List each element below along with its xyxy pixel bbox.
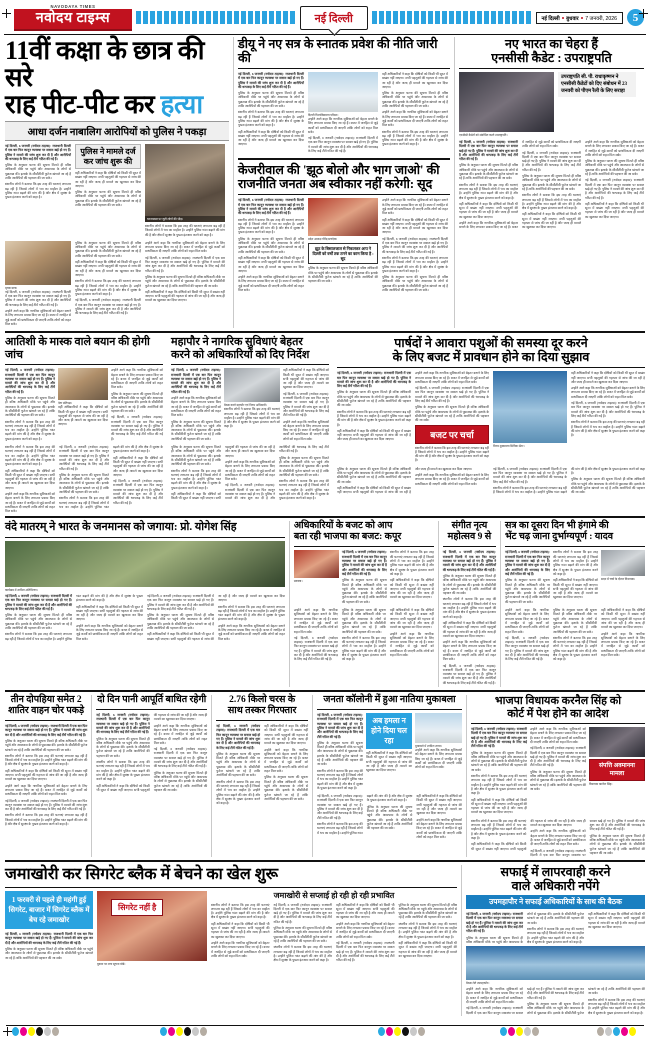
- natiya-photo: [415, 713, 462, 743]
- pani-headline: दो दिन पानी आपूर्ति बाधित रहेगी: [97, 695, 207, 706]
- parshad-headline-line1: पार्षदों ने आवारा पशुओं की समस्या दूर करने: [394, 336, 588, 351]
- banner-cigarette: जमाखोरी कर सिगरेट ब्लैक में बेचने का खेल शुरू 1 फरवरी से पहले ही महंगी हुई सिगरेट, बाजार में सिगरेट ब्लैक में बेच रहे जमाखोर नई दिल्ली, 6 जनवरी (नवोदय टाइम्स): राजधानी दिल्ली में एक बार फिर कानून व्यवस्था पर सवाल खड़े हो गए हैं। पुलिस ने मामले की जांच शुरू कर दी है और आरोपियों की धरपकड़ के लिए कई टीमें गठित की गई हैं। पुलिस के अनुसार घटना की सूचना मिलते ही वरिष्ठ अधिकारी मौके पर पहुंचे और आसपास के लोगों से पूछताछ की। इलाके के सीसीटीवी फुटेज खंगाले जा रहे हैं ताकि आरोपियों की पहचान की जा सके। सिगरेट नहीं है दुकान पर लगा सूचना बोर्ड। जमाखोरी से सप्लाई हो रही हो रही प्रभावित स्थानीय लोगों ने बताया कि इस तरह की घटनाएं लगातार बढ़ रही हैं जिससे लोगों में भय का माहौल है। उन्होंने पुलिस गश्त बढ़ाने की मांग की है और क्षेत्र में सुरक्षा के पुख्ता इंतजाम करने को कहा है। वहीं अधिकारियों ने कहा कि दोषियों को किसी भी सूरत में बख्शा नहीं जाएगा। सभी पहलुओं की गहनता से जांच की जा रही है और जल्द ही मामले का खुलासा कर दिया जाएगा। उन्होंने आगे कहा कि नागरिक सुविधाओं को बेहतर बनाने के लिए लगातार प्रयास किए जा रहे हैं। बजट में जनहित से जुड़े कार्यों को प्राथमिकता दी जाएगी ताकि लोगों को राहत मिल सके। नई दिल्ली, 6 जनवरी (नवोदय टाइम्स): राजधानी दिल्ली में एक बार फिर कानून व्यवस्था पर सवाल खड़े हो गए हैं। पुलिस ने मामले की जांच शुरू कर दी है और आरोपियों की धरपकड़ के लिए कई टीमें गठित की गई हैं। पुलिस के अनुसार घटना की सूचना मिलते ही वरिष्ठ अधिकारी मौके पर पहुंचे और आसपास के लोगों से पूछताछ की। इलाके के सीसीटीवी फुटेज खंगाले जा रहे हैं ताकि आरोपियों की पहचान की जा सके। स्थानीय लोगों ने बताया कि इस तरह की घटनाएं लगातार बढ़ रही हैं जिससे लोगों में भय का माहौल है। उन्होंने पुलिस गश्त बढ़ाने की मांग की है और क्षेत्र में सुरक्षा के पुख्ता इंतजाम करने को कहा है। वहीं अधिकारियों ने कहा कि दोषियों को किसी भी सूरत में बख्शा नहीं जाएगा। सभी पहलुओं की गहनता से जांच की जा रही है और जल्द ही मामले का खुलासा कर दिया जाएगा। उन्होंने आगे कहा कि नागरिक सुविधाओं को बेहतर बनाने के लिए लगातार प्रयास किए जा रहे हैं। बजट में जनहित से जुड़े कार्यों को प्राथमिकता दी जाएगी ताकि लोगों को राहत मिल सके। नई दिल्ली, 6 जनवरी (नवोदय टाइम्स): राजधानी दिल्ली में एक बार फिर कानून व्यवस्था पर सवाल खड़े हो गए हैं। पुलिस ने मामले की जांच शुरू कर दी है और आरोपियों की धरपकड़ के लिए कई टीमें गठित की गई हैं। पुलिस के अनुसार घटना की सूचना मिलते ही वरिष्ठ अधिकारी मौके पर पहुंचे और आसपास के लोगों से पूछताछ की। इलाके के सीसीटीवी फुटेज खंगाले जा रहे हैं ताकि आरोपियों की पहचान की जा सके। स्थानीय लोगों ने बताया कि इस तरह की घटनाएं लगातार बढ़ रही हैं जिससे लोगों में भय का माहौल है। उन्होंने पुलिस गश्त बढ़ाने की मांग की है और क्षेत्र में सुरक्षा के पुख्ता इंतजाम करने को कहा है। वहीं अधिकारियों ने कहा कि दोषियों को किसी भी सूरत में बख्शा नहीं जाएगा। सभी पहलुओं की गहनता से जांच की जा रही है और जल्द ही मामले का खुलासा कर दिया जाएगा।: [5, 866, 457, 967]
- satra-photo: [601, 550, 645, 576]
- ncc-sidebar-note: उपराष्ट्रपति सी. पी. राधाकृष्णन ने एनसीसी कैडेटों को दिए संबोधन में 23 जनवरी को पीएम रैली के लिए सराहा: [561, 75, 627, 94]
- atishi-headline: आतिशी के मास्क वाले बयान की होगी जांच: [5, 336, 150, 361]
- safai-headline-line2: वाले अधिकारी नपेंगे: [511, 879, 600, 894]
- kejriwal-headline-line2: राजनीति जनता अब स्वीकार नहीं करेगी: सूद: [238, 177, 433, 192]
- story-karnail: भाजपा विधायक करनैल सिंह को कोर्ट में पेश होने का आदेश नई दिल्ली, 6 जनवरी (नवोदय टाइम्स): राजधानी दिल्ली में एक बार फिर कानून व्यवस्था पर सवाल खड़े हो गए हैं। पुलिस ने मामले की जांच शुरू कर दी है और आरोपियों की धरपकड़ के लिए कई टीमें गठित की गई हैं। पुलिस के अनुसार घटना की सूचना मिलते ही वरिष्ठ अधिकारी मौके पर पहुंचे और आसपास के लोगों से पूछताछ की। इलाके के सीसीटीवी फुटेज खंगाले जा रहे हैं ताकि आरोपियों की पहचान की जा सके। स्थानीय लोगों ने बताया कि इस तरह की घटनाएं लगातार बढ़ रही हैं जिससे लोगों में भय का माहौल है। उन्होंने पुलिस गश्त बढ़ाने की मांग की है और क्षेत्र में सुरक्षा के पुख्ता इंतजाम करने को कहा है। वहीं अधिकारियों ने कहा कि दोषियों को किसी भी सूरत में बख्शा नहीं जाएगा। सभी पहलुओं की गहनता से जांच की जा रही है और जल्द ही मामले का खुलासा कर दिया जाएगा। उन्होंने आगे कहा कि नागरिक सुविधाओं को बेहतर बनाने के लिए लगातार प्रयास किए जा रहे हैं। बजट में जनहित से जुड़े कार्यों को प्राथमिकता दी जाएगी ताकि लोगों को राहत मिल सके। नई दिल्ली, 6 जनवरी (नवोदय टाइम्स): राजधानी दिल्ली में एक बार फिर कानून व्यवस्था पर सवाल खड़े हो गए हैं। पुलिस ने मामले की जांच शुरू कर दी है और आरोपियों की धरपकड़ के लिए कई टीमें गठित की गई हैं। पुलिस के अनुसार घटना की सूचना मिलते ही वरिष्ठ अधिकारी मौके पर पहुंचे और आसपास के लोगों से पूछताछ की। इलाके के सीसीटीवी फुटेज खंगाले जा रहे हैं ताकि आरोपियों की पहचान की जा सके। संपत्ति अवमानना मामला विधायक करनैल सिंह। स्थानीय लोगों ने बताया कि इस तरह की घटनाएं लगातार बढ़ रही हैं जिससे लोगों में भय का माहौल है। उन्होंने पुलिस गश्त बढ़ाने की मांग की है और क्षेत्र में सुरक्षा के पुख्ता इंतजाम करने को कहा है। वहीं अधिकारियों ने कहा कि दोषियों को किसी भी सूरत में बख्शा नहीं जाएगा। सभी पहलुओं की गहनता से जांच की जा रही है और जल्द ही मामले का खुलासा कर दिया जाएगा। उन्होंने आगे कहा कि नागरिक सुविधाओं को बेहतर बनाने के लिए लगातार प्रयास किए जा रहे हैं। बजट में जनहित से जुड़े कार्यों को प्राथमिकता दी जाएगी ताकि लोगों को राहत मिल सके। नई दिल्ली, 6 जनवरी (नवोदय टाइम्स): राजधानी दिल्ली में एक बार फिर कानून व्यवस्था पर सवाल खड़े हो गए हैं। पुलिस ने मामले की जांच शुरू कर दी है और आरोपियों की धरपकड़ के लिए कई टीमें गठित की गई हैं। पुलिस के अनुसार घटना की सूचना मिलते ही वरिष्ठ अधिकारी मौके पर पहुंचे और आसपास के लोगों से पूछताछ की। इलाके के सीसीटीवी फुटेज खंगाले जा रहे हैं ताकि आरोपियों की पहचान की जा सके।: [470, 695, 645, 857]
- masthead-bars-right: [372, 11, 532, 24]
- ncc-photo: [459, 72, 554, 132]
- bottom-section: [5, 865, 645, 1016]
- story-vande: वंदे मातरम् ने भारत के जनमानस को जगाया: प्रो. योगेश सिंह कार्यक्रम में शामिल अतिथिगण। नई दिल्ली, 6 जनवरी (नवोदय टाइम्स): राजधानी दिल्ली में एक बार फिर कानून व्यवस्था पर सवाल खड़े हो गए हैं। पुलिस ने मामले की जांच शुरू कर दी है और आरोपियों की धरपकड़ के लिए कई टीमें गठित की गई हैं। पुलिस के अनुसार घटना की सूचना मिलते ही वरिष्ठ अधिकारी मौके पर पहुंचे और आसपास के लोगों से पूछताछ की। इलाके के सीसीटीवी फुटेज खंगाले जा रहे हैं ताकि आरोपियों की पहचान की जा सके। स्थानीय लोगों ने बताया कि इस तरह की घटनाएं लगातार बढ़ रही हैं जिससे लोगों में भय का माहौल है। उन्होंने पुलिस गश्त बढ़ाने की मांग की है और क्षेत्र में सुरक्षा के पुख्ता इंतजाम करने को कहा है। वहीं अधिकारियों ने कहा कि दोषियों को किसी भी सूरत में बख्शा नहीं जाएगा। सभी पहलुओं की गहनता से जांच की जा रही है और जल्द ही मामले का खुलासा कर दिया जाएगा। उन्होंने आगे कहा कि नागरिक सुविधाओं को बेहतर बनाने के लिए लगातार प्रयास किए जा रहे हैं। बजट में जनहित से जुड़े कार्यों को प्राथमिकता दी जाएगी ताकि लोगों को राहत मिल सके। नई दिल्ली, 6 जनवरी (नवोदय टाइम्स): राजधानी दिल्ली में एक बार फिर कानून व्यवस्था पर सवाल खड़े हो गए हैं। पुलिस ने मामले की जांच शुरू कर दी है और आरोपियों की धरपकड़ के लिए कई टीमें गठित की गई हैं। पुलिस के अनुसार घटना की सूचना मिलते ही वरिष्ठ अधिकारी मौके पर पहुंचे और आसपास के लोगों से पूछताछ की। इलाके के सीसीटीवी फुटेज खंगाले जा रहे हैं ताकि आरोपियों की पहचान की जा सके। वहीं अधिकारियों ने कहा कि दोषियों को किसी भी सूरत में बख्शा नहीं जाएगा। सभी पहलुओं की गहनता से जांच की जा रही है और जल्द ही मामले का खुलासा कर दिया जाएगा। स्थानीय लोगों ने बताया कि इस तरह की घटनाएं लगातार बढ़ रही हैं जिससे लोगों में भय का माहौल है। उन्होंने पुलिस गश्त बढ़ाने की मांग की है और क्षेत्र में सुरक्षा के पुख्ता इंतजाम करने को कहा है। उन्होंने आगे कहा कि नागरिक सुविधाओं को बेहतर बनाने के लिए लगातार प्रयास किए जा रहे हैं। बजट में जनहित से जुड़े कार्यों को प्राथमिकता दी जाएगी ताकि लोगों को राहत मिल सके।: [5, 521, 285, 641]
- story-atishi: आतिशी के मास्क वाले बयान की होगी जांच नई दिल्ली, 6 जनवरी (नवोदय टाइम्स): राजधानी दिल्ली में एक बार फिर कानून व्यवस्था पर सवाल खड़े हो गए हैं। पुलिस ने मामले की जांच शुरू कर दी है और आरोपियों की धरपकड़ के लिए कई टीमें गठित की गई हैं। पुलिस के अनुसार घटना की सूचना मिलते ही वरिष्ठ अधिकारी मौके पर पहुंचे और आसपास के लोगों से पूछताछ की। इलाके के सीसीटीवी फुटेज खंगाले जा रहे हैं ताकि आरोपियों की पहचान की जा सके। स्थानीय लोगों ने बताया कि इस तरह की घटनाएं लगातार बढ़ रही हैं जिससे लोगों में भय का माहौल है। उन्होंने पुलिस गश्त बढ़ाने की मांग की है और क्षेत्र में सुरक्षा के पुख्ता इंतजाम करने को कहा है। नेता प्रतिपक्ष। वहीं अधिकारियों ने कहा कि दोषियों को किसी भी सूरत में बख्शा नहीं जाएगा। सभी पहलुओं की गहनता से जांच की जा रही है और जल्द ही मामले का खुलासा कर दिया जाएगा। उन्होंने आगे कहा कि नागरिक सुविधाओं को बेहतर बनाने के लिए लगातार प्रयास किए जा रहे हैं। बजट में जनहित से जुड़े कार्यों को प्राथमिकता दी जाएगी ताकि लोगों को राहत मिल सके। पुलिस के अनुसार घटना की सूचना मिलते ही वरिष्ठ अधिकारी मौके पर पहुंचे और आसपास के लोगों से पूछताछ की। इलाके के सीसीटीवी फुटेज खंगाले जा रहे हैं ताकि आरोपियों की पहचान की जा सके। नई दिल्ली, 6 जनवरी (नवोदय टाइम्स): राजधानी दिल्ली में एक बार फिर कानून व्यवस्था पर सवाल खड़े हो गए हैं। पुलिस ने मामले की जांच शुरू कर दी है और आरोपियों की धरपकड़ के लिए कई टीमें गठित की गई हैं। स्थानीय लोगों ने बताया कि इस तरह की घटनाएं लगातार बढ़ रही हैं जिससे लोगों में भय का माहौल है। उन्होंने पुलिस गश्त बढ़ाने की मांग की है और क्षेत्र में सुरक्षा के पुख्ता इंतजाम करने को कहा है। वहीं अधिकारियों ने कहा कि दोषियों को किसी भी सूरत में बख्शा नहीं जाएगा। सभी पहलुओं की गहनता से जांच की जा रही है और जल्द ही मामले का खुलासा कर दिया जाएगा। उन्होंने आगे कहा कि नागरिक सुविधाओं को बेहतर बनाने के लिए लगातार प्रयास किए जा रहे हैं। बजट में जनहित से जुड़े कार्यों को प्राथमिकता दी जाएगी ताकि लोगों को राहत मिल सके। नई दिल्ली, 6 जनवरी (नवोदय टाइम्स): राजधानी दिल्ली में एक बार फिर कानून व्यवस्था पर सवाल खड़े हो गए हैं। पुलिस ने मामले की जांच शुरू कर दी है और आरोपियों की धरपकड़ के लिए कई टीमें गठित की गई हैं। पुलिस के अनुसार घटना की सूचना मिलते ही वरिष्ठ अधिकारी मौके पर पहुंचे और आसपास के लोगों से पूछताछ की। इलाके के सीसीटीवी फुटेज खंगाले जा रहे हैं ताकि आरोपियों की पहचान की जा सके। स्थानीय लोगों ने बताया कि इस तरह की घटनाएं लगातार बढ़ रही हैं जिससे लोगों में भय का माहौल है। उन्होंने पुलिस गश्त बढ़ाने की मांग की है और क्षेत्र में सुरक्षा के पुख्ता इंतजाम करने को कहा है। वहीं अधिकारियों ने कहा कि दोषियों को किसी भी सूरत में बख्शा नहीं जाएगा। सभी पहलुओं की गहनता से जांच की जा रही है और जल्द ही मामले का खुलासा कर दिया जाएगा। नई दिल्ली, 6 जनवरी (नवोदय टाइम्स): राजधानी दिल्ली में एक बार फिर कानून व्यवस्था पर सवाल खड़े हो गए हैं। पुलिस ने मामले की जांच शुरू कर दी है और आरोपियों की धरपकड़ के लिए कई टीमें गठित की गई हैं।: [5, 336, 163, 514]
- story-charas: 2.76 किलो चरस के साथ तस्कर गिरफ्तार नई दिल्ली, 6 जनवरी (नवोदय टाइम्स): राजधानी दिल्ली में एक बार फिर कानून व्यवस्था पर सवाल खड़े हो गए हैं। पुलिस ने मामले की जांच शुरू कर दी है और आरोपियों की धरपकड़ के लिए कई टीमें गठित की गई हैं। पुलिस के अनुसार घटना की सूचना मिलते ही वरिष्ठ अधिकारी मौके पर पहुंचे और आसपास के लोगों से पूछताछ की। इलाके के सीसीटीवी फुटेज खंगाले जा रहे हैं ताकि आरोपियों की पहचान की जा सके। स्थानीय लोगों ने बताया कि इस तरह की घटनाएं लगातार बढ़ रही हैं जिससे लोगों में भय का माहौल है। उन्होंने पुलिस गश्त बढ़ाने की मांग की है और क्षेत्र में सुरक्षा के पुख्ता इंतजाम करने को कहा है। वहीं अधिकारियों ने कहा कि दोषियों को किसी भी सूरत में बख्शा नहीं जाएगा। सभी पहलुओं की गहनता से जांच की जा रही है और जल्द ही मामले का खुलासा कर दिया जाएगा। उन्होंने आगे कहा कि नागरिक सुविधाओं को बेहतर बनाने के लिए लगातार प्रयास किए जा रहे हैं। बजट में जनहित से जुड़े कार्यों को प्राथमिकता दी जाएगी ताकि लोगों को राहत मिल सके। पुलिस के अनुसार घटना की सूचना मिलते ही वरिष्ठ अधिकारी मौके पर पहुंचे और आसपास के लोगों से पूछताछ की। इलाके के सीसीटीवी फुटेज खंगाले जा रहे हैं ताकि आरोपियों की पहचान की जा सके।: [216, 695, 309, 806]
- safai-blue-subhead: उपमहापौर ने सफाई अधिकारियों के साथ की बैठक: [466, 895, 645, 909]
- third-section: [5, 521, 645, 687]
- cmyk-swatch-set-4: [500, 1027, 539, 1036]
- footer-rule: [6, 1025, 644, 1026]
- lead-headline-line2: राह पीट-पीट कर हत्या: [5, 90, 203, 119]
- chor-headline-line1: तीन दोपहिया समेत 2: [10, 695, 82, 706]
- cigarette-cyan-subhead: 1 फरवरी से पहले ही महंगी हुई सिगरेट, बाजार में सिगरेट ब्लैक में बेच रहे जमाखोर: [5, 891, 93, 929]
- karnail-headline-line2: कोर्ट में पेश होने का आदेश: [507, 707, 609, 720]
- mayor-photo: [224, 368, 280, 402]
- story-chor: तीन दोपहिया समेत 2 शातिर वाहन चोर पकड़े नई दिल्ली, 6 जनवरी (नवोदय टाइम्स): राजधानी दिल्ली में एक बार फिर कानून व्यवस्था पर सवाल खड़े हो गए हैं। पुलिस ने मामले की जांच शुरू कर दी है और आरोपियों की धरपकड़ के लिए कई टीमें गठित की गई हैं। पुलिस के अनुसार घटना की सूचना मिलते ही वरिष्ठ अधिकारी मौके पर पहुंचे और आसपास के लोगों से पूछताछ की। इलाके के सीसीटीवी फुटेज खंगाले जा रहे हैं ताकि आरोपियों की पहचान की जा सके। स्थानीय लोगों ने बताया कि इस तरह की घटनाएं लगातार बढ़ रही हैं जिससे लोगों में भय का माहौल है। उन्होंने पुलिस गश्त बढ़ाने की मांग की है और क्षेत्र में सुरक्षा के पुख्ता इंतजाम करने को कहा है। वहीं अधिकारियों ने कहा कि दोषियों को किसी भी सूरत में बख्शा नहीं जाएगा। सभी पहलुओं की गहनता से जांच की जा रही है और जल्द ही मामले का खुलासा कर दिया जाएगा। उन्होंने आगे कहा कि नागरिक सुविधाओं को बेहतर बनाने के लिए लगातार प्रयास किए जा रहे हैं। बजट में जनहित से जुड़े कार्यों को प्राथमिकता दी जाएगी ताकि लोगों को राहत मिल सके। नई दिल्ली, 6 जनवरी (नवोदय टाइम्स): राजधानी दिल्ली में एक बार फिर कानून व्यवस्था पर सवाल खड़े हो गए हैं। पुलिस ने मामले की जांच शुरू कर दी है और आरोपियों की धरपकड़ के लिए कई टीमें गठित की गई हैं। स्थानीय लोगों ने बताया कि इस तरह की घटनाएं लगातार बढ़ रही हैं जिससे लोगों में भय का माहौल है। उन्होंने पुलिस गश्त बढ़ाने की मांग की है और क्षेत्र में सुरक्षा के पुख्ता इंतजाम करने को कहा है।: [5, 695, 88, 827]
- middle-column-top: [238, 37, 450, 328]
- parshad-photo-caption: निगम मुख्यालय सिविक सेंटर।: [493, 444, 525, 449]
- ncc-headline-line2: एनसीसी कैडेट : उपराष्ट्रपति: [491, 51, 612, 65]
- masthead: [0, 0, 650, 32]
- charas-headline-line1: 2.76 किलो चरस के: [229, 695, 296, 706]
- newspaper-logo: [14, 4, 132, 31]
- vande-headline: वंदे मातरम् ने भारत के जनमानस को जगाया: प्रो. योगेश सिंह: [5, 521, 237, 534]
- page-number-badge: 5: [627, 9, 644, 26]
- safai-photo-caption: बैठक लेते उपमहापौर।: [466, 981, 490, 986]
- masthead-bars-left: [136, 11, 296, 24]
- sangeet-headline-line1: संगीत नृत्य: [451, 521, 488, 532]
- story-satra: सत्र का दूसरा दिन भी हंगामे की भेंट चढ़ जाना दुर्भाग्यपूर्ण : यादव नई दिल्ली, 6 जनवरी (नवोदय टाइम्स): राजधानी दिल्ली में एक बार फिर कानून व्यवस्था पर सवाल खड़े हो गए हैं। पुलिस ने मामले की जांच शुरू कर दी है और आरोपियों की धरपकड़ के लिए कई टीमें गठित की गई हैं। पुलिस के अनुसार घटना की सूचना मिलते ही वरिष्ठ अधिकारी मौके पर पहुंचे और आसपास के लोगों से पूछताछ की। इलाके के सीसीटीवी फुटेज खंगाले जा रहे हैं ताकि आरोपियों की पहचान की जा सके। स्थानीय लोगों ने बताया कि इस तरह की घटनाएं लगातार बढ़ रही हैं जिससे लोगों में भय का माहौल है। उन्होंने पुलिस गश्त बढ़ाने की मांग की है और क्षेत्र में सुरक्षा के पुख्ता इंतजाम करने को कहा है। वहीं अधिकारियों ने कहा कि दोषियों को किसी भी सूरत में बख्शा नहीं जाएगा। सभी पहलुओं की गहनता से जांच की जा रही है और जल्द ही मामले का खुलासा कर दिया जाएगा। सदन में चर्चा के दौरान विधायक। उन्होंने आगे कहा कि नागरिक सुविधाओं को बेहतर बनाने के लिए लगातार प्रयास किए जा रहे हैं। बजट में जनहित से जुड़े कार्यों को प्राथमिकता दी जाएगी ताकि लोगों को राहत मिल सके। नई दिल्ली, 6 जनवरी (नवोदय टाइम्स): राजधानी दिल्ली में एक बार फिर कानून व्यवस्था पर सवाल खड़े हो गए हैं। पुलिस ने मामले की जांच शुरू कर दी है और आरोपियों की धरपकड़ के लिए कई टीमें गठित की गई हैं। पुलिस के अनुसार घटना की सूचना मिलते ही वरिष्ठ अधिकारी मौके पर पहुंचे और आसपास के लोगों से पूछताछ की। इलाके के सीसीटीवी फुटेज खंगाले जा रहे हैं ताकि आरोपियों की पहचान की जा सके। स्थानीय लोगों ने बताया कि इस तरह की घटनाएं लगातार बढ़ रही हैं जिससे लोगों में भय का माहौल है। उन्होंने पुलिस गश्त बढ़ाने की मांग की है और क्षेत्र में सुरक्षा के पुख्ता इंतजाम करने को कहा है। वहीं अधिकारियों ने कहा कि दोषियों को किसी भी सूरत में बख्शा नहीं जाएगा। सभी पहलुओं की गहनता से जांच की जा रही है और जल्द ही मामले का खुलासा कर दिया जाएगा। उन्होंने आगे कहा कि नागरिक सुविधाओं को बेहतर बनाने के लिए लगातार प्रयास किए जा रहे हैं। बजट में जनहित से जुड़े कार्यों को प्राथमिकता दी जाएगी ताकि लोगों को राहत मिल सके।: [505, 521, 645, 662]
- budget-aap-photo-caption: प्रवक्ता।: [293, 579, 303, 584]
- lead-portrait-col: मृतक छात्र। नई दिल्ली, 6 जनवरी (नवोदय टाइम्स): राजधानी दिल्ली में एक बार फिर कानून व्यवस्था पर सवाल खड़े हो गए हैं। पुलिस ने मामले की जांच शुरू कर दी है और आरोपियों की धरपकड़ के लिए कई टीमें गठित की गई हैं। उन्होंने आगे कहा कि नागरिक सुविधाओं को बेहतर बनाने के लिए लगातार प्रयास किए जा रहे हैं। बजट में जनहित से जुड़े कार्यों को प्राथमिकता दी जाएगी ताकि लोगों को राहत मिल सके।: [5, 241, 71, 328]
- dateline: [536, 12, 624, 24]
- mayor-headline-line1: महापौर ने नागरिक सुविधाएं बेहतर: [171, 336, 303, 349]
- lead-text-col-2: पुलिस ने मामले दर्ज कर जांच शुरू की वहीं अधिकारियों ने कहा कि दोषियों को किसी भी सूरत में बख्शा नहीं जाएगा। सभी पहलुओं की गहनता से जांच की जा रही है और जल्द ही मामले का खुलासा कर दिया जाएगा। पुलिस के अनुसार घटना की सूचना मिलते ही वरिष्ठ अधिकारी मौके पर पहुंचे और आसपास के लोगों से पूछताछ की। इलाके के सीसीटीवी फुटेज खंगाले जा रहे हैं ताकि आरोपियों की पहचान की जा सके।: [75, 144, 141, 239]
- satra-headline-line2: भेंट चढ़ जाना दुर्भाग्यपूर्ण : यादव: [505, 532, 614, 543]
- lead-photo-col: घटनास्थल पर जुटी लोगों की भीड़। स्थानीय लोगों ने बताया कि इस तरह की घटनाएं लगातार बढ़ रही हैं जिससे लोगों में भय का माहौल है। उन्होंने पुलिस गश्त बढ़ाने की मांग की है और क्षेत्र में सुरक्षा के पुख्ता इंतजाम करने को कहा है।: [145, 144, 225, 239]
- satra-headline-line1: सत्र का दूसरा दिन भी हंगामे की: [505, 521, 609, 532]
- ncc-headline-line1: नए भारत का चेहरा हैं: [504, 37, 598, 51]
- karnail-red-label: संपत्ति अवमानना मामला: [589, 759, 645, 781]
- kejriwal-headline-line1: केजरीवाल की 'झूठ बोलो और भाग जाओ' की: [238, 163, 440, 178]
- top-section: [5, 37, 645, 328]
- vande-photo: [5, 541, 285, 587]
- story-mayor: महापौर ने नागरिक सुविधाएं बेहतर करने को अधिकारियों को दिए निर्देश नई दिल्ली, 6 जनवरी (नवोदय टाइम्स): राजधानी दिल्ली में एक बार फिर कानून व्यवस्था पर सवाल खड़े हो गए हैं। पुलिस ने मामले की जांच शुरू कर दी है और आरोपियों की धरपकड़ के लिए कई टीमें गठित की गई हैं। उन्होंने आगे कहा कि नागरिक सुविधाओं को बेहतर बनाने के लिए लगातार प्रयास किए जा रहे हैं। बजट में जनहित से जुड़े कार्यों को प्राथमिकता दी जाएगी ताकि लोगों को राहत मिल सके। पुलिस के अनुसार घटना की सूचना मिलते ही वरिष्ठ अधिकारी मौके पर पहुंचे और आसपास के लोगों से पूछताछ की। इलाके के सीसीटीवी फुटेज खंगाले जा रहे हैं ताकि आरोपियों की पहचान की जा सके। बैठक करते महापौर एवं निगम अधिकारी। स्थानीय लोगों ने बताया कि इस तरह की घटनाएं लगातार बढ़ रही हैं जिससे लोगों में भय का माहौल है। उन्होंने पुलिस गश्त बढ़ाने की मांग की है और क्षेत्र में सुरक्षा के पुख्ता इंतजाम करने को कहा है। वहीं अधिकारियों ने कहा कि दोषियों को किसी भी सूरत में बख्शा नहीं जाएगा। सभी पहलुओं की गहनता से जांच की जा रही है और जल्द ही मामले का खुलासा कर दिया जाएगा। नई दिल्ली, 6 जनवरी (नवोदय टाइम्स): राजधानी दिल्ली में एक बार फिर कानून व्यवस्था पर सवाल खड़े हो गए हैं। पुलिस ने मामले की जांच शुरू कर दी है और आरोपियों की धरपकड़ के लिए कई टीमें गठित की गई हैं। उन्होंने आगे कहा कि नागरिक सुविधाओं को बेहतर बनाने के लिए लगातार प्रयास किए जा रहे हैं। बजट में जनहित से जुड़े कार्यों को प्राथमिकता दी जाएगी ताकि लोगों को राहत मिल सके। पुलिस के अनुसार घटना की सूचना मिलते ही वरिष्ठ अधिकारी मौके पर पहुंचे और आसपास के लोगों से पूछताछ की। इलाके के सीसीटीवी फुटेज खंगाले जा रहे हैं ताकि आरोपियों की पहचान की जा सके। स्थानीय लोगों ने बताया कि इस तरह की घटनाएं लगातार बढ़ रही हैं जिससे लोगों में भय का माहौल है। उन्होंने पुलिस गश्त बढ़ाने की मांग की है और क्षेत्र में सुरक्षा के पुख्ता इंतजाम करने को कहा है। वहीं अधिकारियों ने कहा कि दोषियों को किसी भी सूरत में बख्शा नहीं जाएगा। सभी पहलुओं की गहनता से जांच की जा रही है और जल्द ही मामले का खुलासा कर दिया जाएगा। उन्होंने आगे कहा कि नागरिक सुविधाओं को बेहतर बनाने के लिए लगातार प्रयास किए जा रहे हैं। बजट में जनहित से जुड़े कार्यों को प्राथमिकता दी जाएगी ताकि लोगों को राहत मिल सके। नई दिल्ली, 6 जनवरी (नवोदय टाइम्स): राजधानी दिल्ली में एक बार फिर कानून व्यवस्था पर सवाल खड़े हो गए हैं। पुलिस ने मामले की जांच शुरू कर दी है और आरोपियों की धरपकड़ के लिए कई टीमें गठित की गई हैं। पुलिस के अनुसार घटना की सूचना मिलते ही वरिष्ठ अधिकारी मौके पर पहुंचे और आसपास के लोगों से पूछताछ की। इलाके के सीसीटीवी फुटेज खंगाले जा रहे हैं ताकि आरोपियों की पहचान की जा सके। स्थानीय लोगों ने बताया कि इस तरह की घटनाएं लगातार बढ़ रही हैं जिससे लोगों में भय का माहौल है। उन्होंने पुलिस गश्त बढ़ाने की मांग की है और क्षेत्र में सुरक्षा के पुख्ता इंतजाम करने को कहा है।: [171, 336, 329, 501]
- city-edition-label: नई दिल्ली: [314, 12, 353, 25]
- du-campus-photo: [308, 72, 378, 112]
- natiya-photo-caption: मुकाबले में शामिल शायर।: [415, 744, 443, 749]
- shop-sign-text: सिगरेट नहीं है: [111, 899, 163, 916]
- natiya-cyan-box: अब हमला न होने दिया चल रहा: [366, 713, 412, 749]
- dateline-city: नई दिल्ली: [541, 15, 560, 22]
- safai-headline-line1: सफाई में लापरवाही करने: [500, 865, 611, 880]
- sangeet-headline-line2: महोत्सव 9 से: [447, 532, 492, 543]
- cmyk-swatch-set-2: [160, 1027, 207, 1036]
- mayor-headline-line2: करने को अधिकारियों को दिए निर्देश: [171, 348, 310, 361]
- lead-story: [5, 37, 229, 328]
- atishi-photo: [58, 368, 108, 400]
- parshad-headline-line2: के लिए बजट में प्रावधान होने का दिया सुझाव: [392, 350, 590, 365]
- safai-photo: [466, 946, 645, 980]
- cigarette-headline: जमाखोरी कर सिगरेट ब्लैक में बेचने का खेल शुरू: [5, 866, 279, 884]
- story-ncc: नए भारत का चेहरा हैं एनसीसी कैडेट : उपराष्ट्रपति एनसीसी कैडेटों को संबोधित करते उपराष्ट्रपति। उपराष्ट्रपति सी. पी. राधाकृष्णन ने एनसीसी कैडेटों को दिए संबोधन में 23 जनवरी को पीएम रैली के लिए सराहा नई दिल्ली, 6 जनवरी (नवोदय टाइम्स): राजधानी दिल्ली में एक बार फिर कानून व्यवस्था पर सवाल खड़े हो गए हैं। पुलिस ने मामले की जांच शुरू कर दी है और आरोपियों की धरपकड़ के लिए कई टीमें गठित की गई हैं। पुलिस के अनुसार घटना की सूचना मिलते ही वरिष्ठ अधिकारी मौके पर पहुंचे और आसपास के लोगों से पूछताछ की। इलाके के सीसीटीवी फुटेज खंगाले जा रहे हैं ताकि आरोपियों की पहचान की जा सके। स्थानीय लोगों ने बताया कि इस तरह की घटनाएं लगातार बढ़ रही हैं जिससे लोगों में भय का माहौल है। उन्होंने पुलिस गश्त बढ़ाने की मांग की है और क्षेत्र में सुरक्षा के पुख्ता इंतजाम करने को कहा है। वहीं अधिकारियों ने कहा कि दोषियों को किसी भी सूरत में बख्शा नहीं जाएगा। सभी पहलुओं की गहनता से जांच की जा रही है और जल्द ही मामले का खुलासा कर दिया जाएगा। उन्होंने आगे कहा कि नागरिक सुविधाओं को बेहतर बनाने के लिए लगातार प्रयास किए जा रहे हैं। बजट में जनहित से जुड़े कार्यों को प्राथमिकता दी जाएगी ताकि लोगों को राहत मिल सके। नई दिल्ली, 6 जनवरी (नवोदय टाइम्स): राजधानी दिल्ली में एक बार फिर कानून व्यवस्था पर सवाल खड़े हो गए हैं। पुलिस ने मामले की जांच शुरू कर दी है और आरोपियों की धरपकड़ के लिए कई टीमें गठित की गई हैं। पुलिस के अनुसार घटना की सूचना मिलते ही वरिष्ठ अधिकारी मौके पर पहुंचे और आसपास के लोगों से पूछताछ की। इलाके के सीसीटीवी फुटेज खंगाले जा रहे हैं ताकि आरोपियों की पहचान की जा सके। स्थानीय लोगों ने बताया कि इस तरह की घटनाएं लगातार बढ़ रही हैं जिससे लोगों में भय का माहौल है। उन्होंने पुलिस गश्त बढ़ाने की मांग की है और क्षेत्र में सुरक्षा के पुख्ता इंतजाम करने को कहा है। वहीं अधिकारियों ने कहा कि दोषियों को किसी भी सूरत में बख्शा नहीं जाएगा। सभी पहलुओं की गहनता से जांच की जा रही है और जल्द ही मामले का खुलासा कर दिया जाएगा। उन्होंने आगे कहा कि नागरिक सुविधाओं को बेहतर बनाने के लिए लगातार प्रयास किए जा रहे हैं। बजट में जनहित से जुड़े कार्यों को प्राथमिकता दी जाएगी ताकि लोगों को राहत मिल सके। पुलिस के अनुसार घटना की सूचना मिलते ही वरिष्ठ अधिकारी मौके पर पहुंचे और आसपास के लोगों से पूछताछ की। इलाके के सीसीटीवी फुटेज खंगाले जा रहे हैं ताकि आरोपियों की पहचान की जा सके। नई दिल्ली, 6 जनवरी (नवोदय टाइम्स): राजधानी दिल्ली में एक बार फिर कानून व्यवस्था पर सवाल खड़े हो गए हैं। पुलिस ने मामले की जांच शुरू कर दी है और आरोपियों की धरपकड़ के लिए कई टीमें गठित की गई हैं। वहीं अधिकारियों ने कहा कि दोषियों को किसी भी सूरत में बख्शा नहीं जाएगा। सभी पहलुओं की गहनता से जांच की जा रही है और जल्द ही मामले का खुलासा कर दिया जाएगा।: [459, 37, 644, 230]
- cmyk-swatch-set-1: [12, 1027, 59, 1036]
- story-pani: दो दिन पानी आपूर्ति बाधित रहेगी नई दिल्ली, 6 जनवरी (नवोदय टाइम्स): राजधानी दिल्ली में एक बार फिर कानून व्यवस्था पर सवाल खड़े हो गए हैं। पुलिस ने मामले की जांच शुरू कर दी है और आरोपियों की धरपकड़ के लिए कई टीमें गठित की गई हैं। पुलिस के अनुसार घटना की सूचना मिलते ही वरिष्ठ अधिकारी मौके पर पहुंचे और आसपास के लोगों से पूछताछ की। इलाके के सीसीटीवी फुटेज खंगाले जा रहे हैं ताकि आरोपियों की पहचान की जा सके। स्थानीय लोगों ने बताया कि इस तरह की घटनाएं लगातार बढ़ रही हैं जिससे लोगों में भय का माहौल है। उन्होंने पुलिस गश्त बढ़ाने की मांग की है और क्षेत्र में सुरक्षा के पुख्ता इंतजाम करने को कहा है। वहीं अधिकारियों ने कहा कि दोषियों को किसी भी सूरत में बख्शा नहीं जाएगा। सभी पहलुओं की गहनता से जांच की जा रही है और जल्द ही मामले का खुलासा कर दिया जाएगा। उन्होंने आगे कहा कि नागरिक सुविधाओं को बेहतर बनाने के लिए लगातार प्रयास किए जा रहे हैं। बजट में जनहित से जुड़े कार्यों को प्राथमिकता दी जाएगी ताकि लोगों को राहत मिल सके। नई दिल्ली, 6 जनवरी (नवोदय टाइम्स): राजधानी दिल्ली में एक बार फिर कानून व्यवस्था पर सवाल खड़े हो गए हैं। पुलिस ने मामले की जांच शुरू कर दी है और आरोपियों की धरपकड़ के लिए कई टीमें गठित की गई हैं। पुलिस के अनुसार घटना की सूचना मिलते ही वरिष्ठ अधिकारी मौके पर पहुंचे और आसपास के लोगों से पूछताछ की। इलाके के सीसीटीवी फुटेज खंगाले जा रहे हैं ताकि आरोपियों की पहचान की जा सके।: [96, 695, 208, 792]
- victim-portrait-caption: मृतक छात्र।: [5, 285, 18, 290]
- story-natiya: जनता कॉलोनी में हुआ नातिया मुकाबला नई दिल्ली, 6 जनवरी (नवोदय टाइम्स): राजधानी दिल्ली में एक बार फिर कानून व्यवस्था पर सवाल खड़े हो गए हैं। पुलिस ने मामले की जांच शुरू कर दी है और आरोपियों की धरपकड़ के लिए कई टीमें गठित की गई हैं। पुलिस के अनुसार घटना की सूचना मिलते ही वरिष्ठ अधिकारी मौके पर पहुंचे और आसपास के लोगों से पूछताछ की। इलाके के सीसीटीवी फुटेज खंगाले जा रहे हैं ताकि आरोपियों की पहचान की जा सके। स्थानीय लोगों ने बताया कि इस तरह की घटनाएं लगातार बढ़ रही हैं जिससे लोगों में भय का माहौल है। उन्होंने पुलिस गश्त बढ़ाने की मांग की है और क्षेत्र में सुरक्षा के पुख्ता इंतजाम करने को कहा है। अब हमला न होने दिया चल रहा वहीं अधिकारियों ने कहा कि दोषियों को किसी भी सूरत में बख्शा नहीं जाएगा। सभी पहलुओं की गहनता से जांच की जा रही है और जल्द ही मामले का खुलासा कर दिया जाएगा। मुकाबले में शामिल शायर। उन्होंने आगे कहा कि नागरिक सुविधाओं को बेहतर बनाने के लिए लगातार प्रयास किए जा रहे हैं। बजट में जनहित से जुड़े कार्यों को प्राथमिकता दी जाएगी ताकि लोगों को राहत मिल सके। नई दिल्ली, 6 जनवरी (नवोदय टाइम्स): राजधानी दिल्ली में एक बार फिर कानून व्यवस्था पर सवाल खड़े हो गए हैं। पुलिस ने मामले की जांच शुरू कर दी है और आरोपियों की धरपकड़ के लिए कई टीमें गठित की गई हैं। स्थानीय लोगों ने बताया कि इस तरह की घटनाएं लगातार बढ़ रही हैं जिससे लोगों में भय का माहौल है। उन्होंने पुलिस गश्त बढ़ाने की मांग की है और क्षेत्र में सुरक्षा के पुख्ता इंतजाम करने को कहा है। पुलिस के अनुसार घटना की सूचना मिलते ही वरिष्ठ अधिकारी मौके पर पहुंचे और आसपास के लोगों से पूछताछ की। इलाके के सीसीटीवी फुटेज खंगाले जा रहे हैं ताकि आरोपियों की पहचान की जा सके। वहीं अधिकारियों ने कहा कि दोषियों को किसी भी सूरत में बख्शा नहीं जाएगा। सभी पहलुओं की गहनता से जांच की जा रही है और जल्द ही मामले का खुलासा कर दिया जाएगा। उन्होंने आगे कहा कि नागरिक सुविधाओं को बेहतर बनाने के लिए लगातार प्रयास किए जा रहे हैं। बजट में जनहित से जुड़े कार्यों को प्राथमिकता दी जाएगी ताकि लोगों को राहत मिल सके।: [317, 695, 463, 839]
- atishi-photo-caption: नेता प्रतिपक्ष।: [58, 401, 73, 406]
- natiya-headline: जनता कॉलोनी में हुआ नातिया मुकाबला: [323, 695, 456, 706]
- banner-safai: सफाई में लापरवाही करने वाले अधिकारी नपेंगे उपमहापौर ने सफाई अधिकारियों के साथ की बैठक नई दिल्ली, 6 जनवरी (नवोदय टाइम्स): राजधानी दिल्ली में एक बार फिर कानून व्यवस्था पर सवाल खड़े हो गए हैं। पुलिस ने मामले की जांच शुरू कर दी है और आरोपियों की धरपकड़ के लिए कई टीमें गठित की गई हैं। पुलिस के अनुसार घटना की सूचना मिलते ही वरिष्ठ अधिकारी मौके पर पहुंचे और आसपास के लोगों से पूछताछ की। इलाके के सीसीटीवी फुटेज खंगाले जा रहे हैं ताकि आरोपियों की पहचान की जा सके। स्थानीय लोगों ने बताया कि इस तरह की घटनाएं लगातार बढ़ रही हैं जिससे लोगों में भय का माहौल है। उन्होंने पुलिस गश्त बढ़ाने की मांग की है और क्षेत्र में सुरक्षा के पुख्ता इंतजाम करने को कहा है। वहीं अधिकारियों ने कहा कि दोषियों को किसी भी सूरत में बख्शा नहीं जाएगा। सभी पहलुओं की गहनता से जांच की जा रही है और जल्द ही मामले का खुलासा कर दिया जाएगा। बैठक लेते उपमहापौर। उन्होंने आगे कहा कि नागरिक सुविधाओं को बेहतर बनाने के लिए लगातार प्रयास किए जा रहे हैं। बजट में जनहित से जुड़े कार्यों को प्राथमिकता दी जाएगी ताकि लोगों को राहत मिल सके। नई दिल्ली, 6 जनवरी (नवोदय टाइम्स): राजधानी दिल्ली में एक बार फिर कानून व्यवस्था पर सवाल खड़े हो गए हैं। पुलिस ने मामले की जांच शुरू कर दी है और आरोपियों की धरपकड़ के लिए कई टीमें गठित की गई हैं। पुलिस के अनुसार घटना की सूचना मिलते ही वरिष्ठ अधिकारी मौके पर पहुंचे और आसपास के लोगों से पूछताछ की। इलाके के सीसीटीवी फुटेज खंगाले जा रहे हैं ताकि आरोपियों की पहचान की जा सके। स्थानीय लोगों ने बताया कि इस तरह की घटनाएं लगातार बढ़ रही हैं जिससे लोगों में भय का माहौल है। उन्होंने पुलिस गश्त बढ़ाने की मांग की है और क्षेत्र में सुरक्षा के पुख्ता इंतजाम करने को कहा है।: [466, 865, 645, 1015]
- cmyk-swatch-set-3: [378, 1027, 425, 1036]
- lead-kicker: पुलिस ने मामले दर्ज कर जांच शुरू की: [80, 147, 136, 166]
- charas-headline-line2: साथ तस्कर गिरफ्तार: [227, 706, 297, 717]
- parshad-building-photo: [493, 371, 567, 443]
- karnail-headline-line1: भाजपा विधायक करनैल सिंह को: [494, 695, 622, 708]
- fourth-section: [5, 695, 645, 857]
- parshad-redbox-label: बजट पर चर्चा: [415, 425, 489, 444]
- chor-headline-line2: शातिर वाहन चोर पकड़े: [8, 706, 85, 717]
- dateline-day: बुधवार: [566, 15, 579, 22]
- story-parshad: पार्षदों ने आवारा पशुओं की समस्या दूर करने के लिए बजट में प्रावधान होने का दिया सुझाव नई दिल्ली, 6 जनवरी (नवोदय टाइम्स): राजधानी दिल्ली में एक बार फिर कानून व्यवस्था पर सवाल खड़े हो गए हैं। पुलिस ने मामले की जांच शुरू कर दी है और आरोपियों की धरपकड़ के लिए कई टीमें गठित की गई हैं। पुलिस के अनुसार घटना की सूचना मिलते ही वरिष्ठ अधिकारी मौके पर पहुंचे और आसपास के लोगों से पूछताछ की। इलाके के सीसीटीवी फुटेज खंगाले जा रहे हैं ताकि आरोपियों की पहचान की जा सके। स्थानीय लोगों ने बताया कि इस तरह की घटनाएं लगातार बढ़ रही हैं जिससे लोगों में भय का माहौल है। उन्होंने पुलिस गश्त बढ़ाने की मांग की है और क्षेत्र में सुरक्षा के पुख्ता इंतजाम करने को कहा है। वहीं अधिकारियों ने कहा कि दोषियों को किसी भी सूरत में बख्शा नहीं जाएगा। सभी पहलुओं की गहनता से जांच की जा रही है और जल्द ही मामले का खुलासा कर दिया जाएगा। उन्होंने आगे कहा कि नागरिक सुविधाओं को बेहतर बनाने के लिए लगातार प्रयास किए जा रहे हैं। बजट में जनहित से जुड़े कार्यों को प्राथमिकता दी जाएगी ताकि लोगों को राहत मिल सके। नई दिल्ली, 6 जनवरी (नवोदय टाइम्स): राजधानी दिल्ली में एक बार फिर कानून व्यवस्था पर सवाल खड़े हो गए हैं। पुलिस ने मामले की जांच शुरू कर दी है और आरोपियों की धरपकड़ के लिए कई टीमें गठित की गई हैं। पुलिस के अनुसार घटना की सूचना मिलते ही वरिष्ठ अधिकारी मौके पर पहुंचे और आसपास के लोगों से पूछताछ की। इलाके के सीसीटीवी फुटेज खंगाले जा रहे हैं ताकि आरोपियों की पहचान की जा सके। बजट पर चर्चा स्थानीय लोगों ने बताया कि इस तरह की घटनाएं लगातार बढ़ रही हैं जिससे लोगों में भय का माहौल है। उन्होंने पुलिस गश्त बढ़ाने की मांग की है और क्षेत्र में सुरक्षा के पुख्ता इंतजाम करने को कहा है। निगम मुख्यालय सिविक सेंटर। वहीं अधिकारियों ने कहा कि दोषियों को किसी भी सूरत में बख्शा नहीं जाएगा। सभी पहलुओं की गहनता से जांच की जा रही है और जल्द ही मामले का खुलासा कर दिया जाएगा। उन्होंने आगे कहा कि नागरिक सुविधाओं को बेहतर बनाने के लिए लगातार प्रयास किए जा रहे हैं। बजट में जनहित से जुड़े कार्यों को प्राथमिकता दी जाएगी ताकि लोगों को राहत मिल सके। नई दिल्ली, 6 जनवरी (नवोदय टाइम्स): राजधानी दिल्ली में एक बार फिर कानून व्यवस्था पर सवाल खड़े हो गए हैं। पुलिस ने मामले की जांच शुरू कर दी है और आरोपियों की धरपकड़ के लिए कई टीमें गठित की गई हैं। स्थानीय लोगों ने बताया कि इस तरह की घटनाएं लगातार बढ़ रही हैं जिससे लोगों में भय का माहौल है। उन्होंने पुलिस गश्त बढ़ाने की मांग की है और क्षेत्र में सुरक्षा के पुख्ता इंतजाम करने को कहा है। पुलिस के अनुसार घटना की सूचना मिलते ही वरिष्ठ अधिकारी मौके पर पहुंचे और आसपास के लोगों से पूछताछ की। इलाके के सीसीटीवी फुटेज खंगाले जा रहे हैं ताकि आरोपियों की पहचान की जा सके। वहीं अधिकारियों ने कहा कि दोषियों को किसी भी सूरत में बख्शा नहीं जाएगा। सभी पहलुओं की गहनता से जांच की जा रही है और जल्द ही मामले का खुलासा कर दिया जाएगा। उन्होंने आगे कहा कि नागरिक सुविधाओं को बेहतर बनाने के लिए लगातार प्रयास किए जा रहे हैं। बजट में जनहित से जुड़े कार्यों को प्राथमिकता दी जाएगी ताकि लोगों को राहत मिल सके। नई दिल्ली, 6 जनवरी (नवोदय टाइम्स): राजधानी दिल्ली में एक बार फिर कानून व्यवस्था पर सवाल खड़े हो गए हैं। पुलिस ने मामले की जांच शुरू कर दी है और आरोपियों की धरपकड़ के लिए कई टीमें गठित की गई हैं। स्थानीय लोगों ने बताया कि इस तरह की घटनाएं लगातार बढ़ रही हैं जिससे लोगों में भय का माहौल है। उन्होंने पुलिस गश्त बढ़ाने की मांग की है और क्षेत्र में सुरक्षा के पुख्ता इंतजाम करने को कहा है। पुलिस के अनुसार घटना की सूचना मिलते ही वरिष्ठ अधिकारी मौके पर पहुंचे और आसपास के लोगों से पूछताछ की। इलाके के सीसीटीवी फुटेज खंगाले जा रहे हैं ताकि आरोपियों की पहचान की जा सके।: [337, 336, 645, 495]
- vande-photo-caption: कार्यक्रम में शामिल अतिथिगण।: [5, 587, 38, 592]
- ncc-photo-caption: एनसीसी कैडेटों को संबोधित करते उपराष्ट्रपति।: [459, 133, 508, 137]
- story-kejriwal: केजरीवाल की 'झूठ बोलो और भाग जाओ' की राजनीति जनता अब स्वीकार नहीं करेगी: सूद नई दिल्ली, 6 जनवरी (नवोदय टाइम्स): राजधानी दिल्ली में एक बार फिर कानून व्यवस्था पर सवाल खड़े हो गए हैं। पुलिस ने मामले की जांच शुरू कर दी है और आरोपियों की धरपकड़ के लिए कई टीमें गठित की गई हैं। स्थानीय लोगों ने बताया कि इस तरह की घटनाएं लगातार बढ़ रही हैं जिससे लोगों में भय का माहौल है। उन्होंने पुलिस गश्त बढ़ाने की मांग की है और क्षेत्र में सुरक्षा के पुख्ता इंतजाम करने को कहा है। पुलिस के अनुसार घटना की सूचना मिलते ही वरिष्ठ अधिकारी मौके पर पहुंचे और आसपास के लोगों से पूछताछ की। इलाके के सीसीटीवी फुटेज खंगाले जा रहे हैं ताकि आरोपियों की पहचान की जा सके। वहीं अधिकारियों ने कहा कि दोषियों को किसी भी सूरत में बख्शा नहीं जाएगा। सभी पहलुओं की गहनता से जांच की जा रही है और जल्द ही मामले का खुलासा कर दिया जाएगा। उन्होंने आगे कहा कि नागरिक सुविधाओं को बेहतर बनाने के लिए लगातार प्रयास किए जा रहे हैं। बजट में जनहित से जुड़े कार्यों को प्राथमिकता दी जाएगी ताकि लोगों को राहत मिल सके। प्रदेश अध्यक्ष वीरेंद्र सचदेवा। झूठ के बिसालजाल से निकलकर आप ने दिल्ली को वर्षों तक ठगने का काम किया है : सूद पुलिस के अनुसार घटना की सूचना मिलते ही वरिष्ठ अधिकारी मौके पर पहुंचे और आसपास के लोगों से पूछताछ की। इलाके के सीसीटीवी फुटेज खंगाले जा रहे हैं ताकि आरोपियों की पहचान की जा सके। उन्होंने आगे कहा कि नागरिक सुविधाओं को बेहतर बनाने के लिए लगातार प्रयास किए जा रहे हैं। बजट में जनहित से जुड़े कार्यों को प्राथमिकता दी जाएगी ताकि लोगों को राहत मिल सके। वहीं अधिकारियों ने कहा कि दोषियों को किसी भी सूरत में बख्शा नहीं जाएगा। सभी पहलुओं की गहनता से जांच की जा रही है और जल्द ही मामले का खुलासा कर दिया जाएगा। नई दिल्ली, 6 जनवरी (नवोदय टाइम्स): राजधानी दिल्ली में एक बार फिर कानून व्यवस्था पर सवाल खड़े हो गए हैं। पुलिस ने मामले की जांच शुरू कर दी है और आरोपियों की धरपकड़ के लिए कई टीमें गठित की गई हैं। स्थानीय लोगों ने बताया कि इस तरह की घटनाएं लगातार बढ़ रही हैं जिससे लोगों में भय का माहौल है। उन्होंने पुलिस गश्त बढ़ाने की मांग की है और क्षेत्र में सुरक्षा के पुख्ता इंतजाम करने को कहा है। पुलिस के अनुसार घटना की सूचना मिलते ही वरिष्ठ अधिकारी मौके पर पहुंचे और आसपास के लोगों से पूछताछ की। इलाके के सीसीटीवी फुटेज खंगाले जा रहे हैं ताकि आरोपियों की पहचान की जा सके।: [238, 163, 448, 293]
- logo-english-text: NAVODAYA TIMES: [50, 4, 96, 9]
- du-headline: डीयू ने नए सत्र के स्नातक प्रवेश की नीति जारी की: [238, 37, 438, 65]
- lead-photo-caption: घटनास्थल पर जुटी लोगों की भीड़।: [145, 216, 225, 222]
- registration-mark-right: [639, 9, 648, 18]
- cigarette-photo-caption: दुकान पर लगा सूचना बोर्ड।: [97, 962, 126, 967]
- cmyk-swatch-set-5: [597, 1027, 636, 1036]
- lead-text-col-4: उन्होंने आगे कहा कि नागरिक सुविधाओं को बेहतर बनाने के लिए लगातार प्रयास किए जा रहे हैं। बजट में जनहित से जुड़े कार्यों को प्राथमिकता दी जाएगी ताकि लोगों को राहत मिल सके। नई दिल्ली, 6 जनवरी (नवोदय टाइम्स): राजधानी दिल्ली में एक बार फिर कानून व्यवस्था पर सवाल खड़े हो गए हैं। पुलिस ने मामले की जांच शुरू कर दी है और आरोपियों की धरपकड़ के लिए कई टीमें गठित की गई हैं। पुलिस के अनुसार घटना की सूचना मिलते ही वरिष्ठ अधिकारी मौके पर पहुंचे और आसपास के लोगों से पूछताछ की। इलाके के सीसीटीवी फुटेज खंगाले जा रहे हैं ताकि आरोपियों की पहचान की जा सके। वहीं अधिकारियों ने कहा कि दोषियों को किसी भी सूरत में बख्शा नहीं जाएगा। सभी पहलुओं की गहनता से जांच की जा रही है और जल्द ही मामले का खुलासा कर दिया जाएगा।: [145, 240, 225, 303]
- second-section: [5, 336, 645, 513]
- kejriwal-portrait-caption: प्रदेश अध्यक्ष वीरेंद्र सचदेवा।: [308, 237, 338, 242]
- city-edition-tab: [300, 6, 368, 30]
- cigarette-shop-photo: [97, 891, 207, 961]
- budget-aap-headline-line2: बता रही भाजपा का बजट: कपूर: [293, 532, 402, 543]
- kejriwal-quote-box: झूठ के बिसालजाल से निकलकर आप ने दिल्ली को वर्षों तक ठगने का काम किया है : सूद: [308, 243, 378, 264]
- cmyk-registration-footer: [0, 1023, 650, 1039]
- lead-headline-line1: 11वीं कक्षा के छात्र की सरे: [5, 36, 205, 92]
- cigarette-sub-hindi: जमाखोरी से सप्लाई हो रही हो रही प्रभावित: [273, 891, 395, 901]
- lead-text-col-1: नई दिल्ली, 6 जनवरी (नवोदय टाइम्स): राजधानी दिल्ली में एक बार फिर कानून व्यवस्था पर सवाल खड़े हो गए हैं। पुलिस ने मामले की जांच शुरू कर दी है और आरोपियों की धरपकड़ के लिए कई टीमें गठित की गई हैं। पुलिस के अनुसार घटना की सूचना मिलते ही वरिष्ठ अधिकारी मौके पर पहुंचे और आसपास के लोगों से पूछताछ की। इलाके के सीसीटीवी फुटेज खंगाले जा रहे हैं ताकि आरोपियों की पहचान की जा सके। स्थानीय लोगों ने बताया कि इस तरह की घटनाएं लगातार बढ़ रही हैं जिससे लोगों में भय का माहौल है। उन्होंने पुलिस गश्त बढ़ाने की मांग की है और क्षेत्र में सुरक्षा के पुख्ता इंतजाम करने को कहा है।: [5, 144, 71, 200]
- mayor-photo-caption: बैठक करते महापौर एवं निगम अधिकारी।: [224, 403, 268, 408]
- registration-mark-left: [2, 9, 11, 18]
- karnail-photo: [589, 727, 645, 757]
- kejriwal-story-portrait: [308, 198, 378, 236]
- victim-portrait-photo: [5, 241, 71, 285]
- budget-aap-photo: [294, 550, 339, 578]
- story-budget-aap: अधिकारियों के बजट को आप बता रही भाजपा का बजट: कपूर प्रवक्ता। नई दिल्ली, 6 जनवरी (नवोदय टाइम्स): राजधानी दिल्ली में एक बार फिर कानून व्यवस्था पर सवाल खड़े हो गए हैं। पुलिस ने मामले की जांच शुरू कर दी है और आरोपियों की धरपकड़ के लिए कई टीमें गठित की गई हैं। पुलिस के अनुसार घटना की सूचना मिलते ही वरिष्ठ अधिकारी मौके पर पहुंचे और आसपास के लोगों से पूछताछ की। इलाके के सीसीटीवी फुटेज खंगाले जा रहे हैं ताकि आरोपियों की पहचान की जा सके। स्थानीय लोगों ने बताया कि इस तरह की घटनाएं लगातार बढ़ रही हैं जिससे लोगों में भय का माहौल है। उन्होंने पुलिस गश्त बढ़ाने की मांग की है और क्षेत्र में सुरक्षा के पुख्ता इंतजाम करने को कहा है। वहीं अधिकारियों ने कहा कि दोषियों को किसी भी सूरत में बख्शा नहीं जाएगा। सभी पहलुओं की गहनता से जांच की जा रही है और जल्द ही मामले का खुलासा कर दिया जाएगा। उन्होंने आगे कहा कि नागरिक सुविधाओं को बेहतर बनाने के लिए लगातार प्रयास किए जा रहे हैं। बजट में जनहित से जुड़े कार्यों को प्राथमिकता दी जाएगी ताकि लोगों को राहत मिल सके। नई दिल्ली, 6 जनवरी (नवोदय टाइम्स): राजधानी दिल्ली में एक बार फिर कानून व्यवस्था पर सवाल खड़े हो गए हैं। पुलिस ने मामले की जांच शुरू कर दी है और आरोपियों की धरपकड़ के लिए कई टीमें गठित की गई हैं। पुलिस के अनुसार घटना की सूचना मिलते ही वरिष्ठ अधिकारी मौके पर पहुंचे और आसपास के लोगों से पूछताछ की। इलाके के सीसीटीवी फुटेज खंगाले जा रहे हैं ताकि आरोपियों की पहचान की जा सके। स्थानीय लोगों ने बताया कि इस तरह की घटनाएं लगातार बढ़ रही हैं जिससे लोगों में भय का माहौल है। उन्होंने पुलिस गश्त बढ़ाने की मांग की है और क्षेत्र में सुरक्षा के पुख्ता इंतजाम करने को कहा है। वहीं अधिकारियों ने कहा कि दोषियों को किसी भी सूरत में बख्शा नहीं जाएगा। सभी पहलुओं की गहनता से जांच की जा रही है और जल्द ही मामले का खुलासा कर दिया जाएगा। उन्होंने आगे कहा कि नागरिक सुविधाओं को बेहतर बनाने के लिए लगातार प्रयास किए जा रहे हैं। बजट में जनहित से जुड़े कार्यों को प्राथमिकता दी जाएगी ताकि लोगों को राहत मिल सके।: [293, 521, 434, 662]
- story-du: डीयू ने नए सत्र के स्नातक प्रवेश की नीति जारी की नई दिल्ली, 6 जनवरी (नवोदय टाइम्स): राजधानी दिल्ली में एक बार फिर कानून व्यवस्था पर सवाल खड़े हो गए हैं। पुलिस ने मामले की जांच शुरू कर दी है और आरोपियों की धरपकड़ के लिए कई टीमें गठित की गई हैं। पुलिस के अनुसार घटना की सूचना मिलते ही वरिष्ठ अधिकारी मौके पर पहुंचे और आसपास के लोगों से पूछताछ की। इलाके के सीसीटीवी फुटेज खंगाले जा रहे हैं ताकि आरोपियों की पहचान की जा सके। स्थानीय लोगों ने बताया कि इस तरह की घटनाएं लगातार बढ़ रही हैं जिससे लोगों में भय का माहौल है। उन्होंने पुलिस गश्त बढ़ाने की मांग की है और क्षेत्र में सुरक्षा के पुख्ता इंतजाम करने को कहा है। वहीं अधिकारियों ने कहा कि दोषियों को किसी भी सूरत में बख्शा नहीं जाएगा। सभी पहलुओं की गहनता से जांच की जा रही है और जल्द ही मामले का खुलासा कर दिया जाएगा। दिल्ली विश्वविद्यालय परिसर। उन्होंने आगे कहा कि नागरिक सुविधाओं को बेहतर बनाने के लिए लगातार प्रयास किए जा रहे हैं। बजट में जनहित से जुड़े कार्यों को प्राथमिकता दी जाएगी ताकि लोगों को राहत मिल सके। नई दिल्ली, 6 जनवरी (नवोदय टाइम्स): राजधानी दिल्ली में एक बार फिर कानून व्यवस्था पर सवाल खड़े हो गए हैं। पुलिस ने मामले की जांच शुरू कर दी है और आरोपियों की धरपकड़ के लिए कई टीमें गठित की गई हैं। वहीं अधिकारियों ने कहा कि दोषियों को किसी भी सूरत में बख्शा नहीं जाएगा। सभी पहलुओं की गहनता से जांच की जा रही है और जल्द ही मामले का खुलासा कर दिया जाएगा। पुलिस के अनुसार घटना की सूचना मिलते ही वरिष्ठ अधिकारी मौके पर पहुंचे और आसपास के लोगों से पूछताछ की। इलाके के सीसीटीवी फुटेज खंगाले जा रहे हैं ताकि आरोपियों की पहचान की जा सके। उन्होंने आगे कहा कि नागरिक सुविधाओं को बेहतर बनाने के लिए लगातार प्रयास किए जा रहे हैं। बजट में जनहित से जुड़े कार्यों को प्राथमिकता दी जाएगी ताकि लोगों को राहत मिल सके। स्थानीय लोगों ने बताया कि इस तरह की घटनाएं लगातार बढ़ रही हैं जिससे लोगों में भय का माहौल है। उन्होंने पुलिस गश्त बढ़ाने की मांग की है और क्षेत्र में सुरक्षा के पुख्ता इंतजाम करने को कहा है।: [238, 37, 448, 154]
- lead-subhead: आधा दर्जन नाबालिग आरोपियों को पुलिस ने पकड़ा: [5, 121, 229, 141]
- registration-mark-footer: [3, 1027, 12, 1036]
- lead-text-col-3: पुलिस के अनुसार घटना की सूचना मिलते ही वरिष्ठ अधिकारी मौके पर पहुंचे और आसपास के लोगों से पूछताछ की। इलाके के सीसीटीवी फुटेज खंगाले जा रहे हैं ताकि आरोपियों की पहचान की जा सके। वहीं अधिकारियों ने कहा कि दोषियों को किसी भी सूरत में बख्शा नहीं जाएगा। सभी पहलुओं की गहनता से जांच की जा रही है और जल्द ही मामले का खुलासा कर दिया जाएगा। स्थानीय लोगों ने बताया कि इस तरह की घटनाएं लगातार बढ़ रही हैं जिससे लोगों में भय का माहौल है। उन्होंने पुलिस गश्त बढ़ाने की मांग की है और क्षेत्र में सुरक्षा के पुख्ता इंतजाम करने को कहा है। नई दिल्ली, 6 जनवरी (नवोदय टाइम्स): राजधानी दिल्ली में एक बार फिर कानून व्यवस्था पर सवाल खड़े हो गए हैं। पुलिस ने मामले की जांच शुरू कर दी है और आरोपियों की धरपकड़ के लिए कई टीमें गठित की गई हैं।: [75, 240, 141, 316]
- du-photo-caption: दिल्ली विश्वविद्यालय परिसर।: [308, 113, 339, 117]
- lead-photo: [145, 144, 225, 222]
- story-sangeet: संगीत नृत्य महोत्सव 9 से नई दिल्ली, 6 जनवरी (नवोदय टाइम्स): राजधानी दिल्ली में एक बार फिर कानून व्यवस्था पर सवाल खड़े हो गए हैं। पुलिस ने मामले की जांच शुरू कर दी है और आरोपियों की धरपकड़ के लिए कई टीमें गठित की गई हैं। पुलिस के अनुसार घटना की सूचना मिलते ही वरिष्ठ अधिकारी मौके पर पहुंचे और आसपास के लोगों से पूछताछ की। इलाके के सीसीटीवी फुटेज खंगाले जा रहे हैं ताकि आरोपियों की पहचान की जा सके। स्थानीय लोगों ने बताया कि इस तरह की घटनाएं लगातार बढ़ रही हैं जिससे लोगों में भय का माहौल है। उन्होंने पुलिस गश्त बढ़ाने की मांग की है और क्षेत्र में सुरक्षा के पुख्ता इंतजाम करने को कहा है। वहीं अधिकारियों ने कहा कि दोषियों को किसी भी सूरत में बख्शा नहीं जाएगा। सभी पहलुओं की गहनता से जांच की जा रही है और जल्द ही मामले का खुलासा कर दिया जाएगा। उन्होंने आगे कहा कि नागरिक सुविधाओं को बेहतर बनाने के लिए लगातार प्रयास किए जा रहे हैं। बजट में जनहित से जुड़े कार्यों को प्राथमिकता दी जाएगी ताकि लोगों को राहत मिल सके। नई दिल्ली, 6 जनवरी (नवोदय टाइम्स): राजधानी दिल्ली में एक बार फिर कानून व्यवस्था पर सवाल खड़े हो गए हैं। पुलिस ने मामले की जांच शुरू कर दी है और आरोपियों की धरपकड़ के लिए कई टीमें गठित की गई हैं।: [442, 521, 497, 685]
- dateline-date: 7 जनवरी, 2026: [585, 15, 618, 22]
- logo-hindi-text: नवोदय टाइम्स: [14, 9, 132, 31]
- satra-photo-caption: सदन में चर्चा के दौरान विधायक।: [601, 577, 636, 582]
- karnail-photo-caption: विधायक करनैल सिंह।: [588, 782, 613, 787]
- budget-aap-headline-line1: अधिकारियों के बजट को आप: [293, 521, 393, 532]
